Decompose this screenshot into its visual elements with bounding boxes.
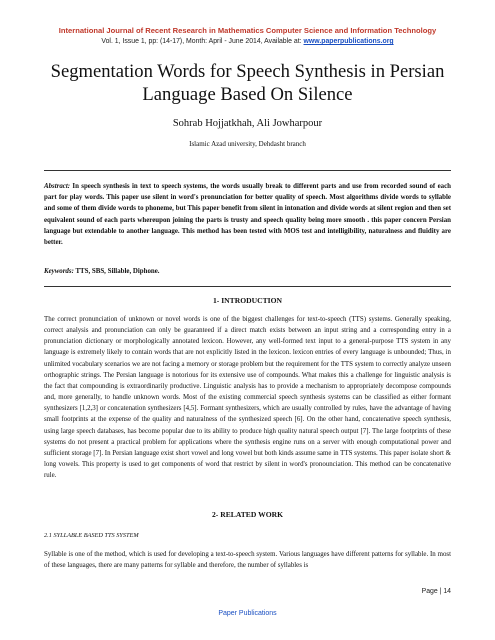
- keywords-text: TTS, SBS, Sillable, Diphone.: [73, 268, 160, 275]
- paper-title: Segmentation Words for Speech Synthesis in Persian Language Based On Silence: [50, 61, 445, 105]
- section-heading-related-work: 2- RELATED WORK: [211, 510, 284, 519]
- journal-volume-line: [20, 38, 475, 45]
- abstract-label: Abstract:: [44, 183, 71, 190]
- journal-website-link[interactable]: www.paperpublications.org: [303, 38, 394, 45]
- related-work-text: Syllable is one of the method, which is used for developing a text-to-speech system. Various languages have different patterns for syllable. In most of these languages, there are many patterns for syllable and therefore, the number of syllables is: [44, 551, 451, 570]
- abstract-text: In speech synthesis in text to speech systems, the words usually break to different parts and use from recorded sound of each part for play words. This paper use silent in word's pronunciation for better quality of speech. Most algorithms divide words to syllable and some of them divide words to phoneme, but This paper benefit from silent in intonation and divide words at silent region and then set equivalent sound of each parts whereupon joining the parts is trusty and speech quality being more smooth . this paper concern Persian language but extendable to another language. This method has been tested with MOS test and intelligibility, naturalness and fluidity are better.: [44, 183, 451, 247]
- journal-title: International Journal of Recent Research in Mathematics Computer Science and Information Technology: [58, 26, 437, 35]
- abstract-top-divider: [44, 170, 451, 171]
- volume-info: Vol. 1, Issue 1, pp: (14-17), Month: April - June 2014, Available at:: [101, 38, 304, 45]
- section-heading-introduction: 1- INTRODUCTION: [213, 296, 282, 305]
- abstract-bottom-divider: [44, 286, 451, 287]
- keywords: [44, 268, 451, 275]
- abstract: [44, 181, 451, 248]
- publisher-footer: Paper Publications: [218, 610, 277, 617]
- introduction-text: The correct pronunciation of unknown or novel words is one of the biggest challenges for text-to-speech (TTS) systems. Generally speaking, correct analysis and pronunciation can only be guaranteed if a direct match exists between an input string and a corresponding entry in a pronunciation dictionary or morphologically annotated lexicon. However, any well-formed text input to a general-purpose TTS system in any language is extremely likely to contain words that are not explicitly listed in the lexicon. lexicon entries of every language is unbounded; Thus, in unlimited vocabulary scenarios we are not facing a memory or storage problem but the requirement for the TTS system to correctly analyze unseen orthographic strings. The Persian language is notorious for its extensive use of compounds. What makes this a challenge for linguistic analysis is the fact that compounding is extraordinarily productive. Linguistic analysis has to provide a mechanism to appropriately decompose compounds and, more generally, to handle unknown words. Most of the existing commercial speech synthesis systems can be classified as either formant synthesizers [1,2,3] or concatenation synthesizers [4,5]. Formant synthesizers, which are usually controlled by rules, have the advantage of having small footprints at the expense of the quality and naturalness of the synthesized speech [6]. On the other hand, concatenative speech synthesis, using large speech databases, has become popular due to its ability to produce high quality natural speech output [7]. The large footprints of these systems do not present a practical problem for applications where the synthesis engine runs on a server with enough computational power and sufficient storage [7]. In Persian language exist short vowel and long vowel but both kinds assume same in TTS systems. This paper isolate short & long vowels. This property is used to get components of word that restrict by silent in word's pronounciation. This method can be concatenative rule.: [44, 316, 451, 480]
- keywords-label: Keywords:: [44, 268, 74, 275]
- subsection-heading: 2.1 SYLLABLE BASED TTS SYSTEM: [44, 532, 139, 539]
- paper-authors: Sohrab Hojjatkhah, Ali Jowharpour: [172, 118, 323, 129]
- author-affiliation: Islamic Azad university, Dehdasht branch: [189, 140, 306, 148]
- page-number: Page | 14: [421, 588, 451, 595]
